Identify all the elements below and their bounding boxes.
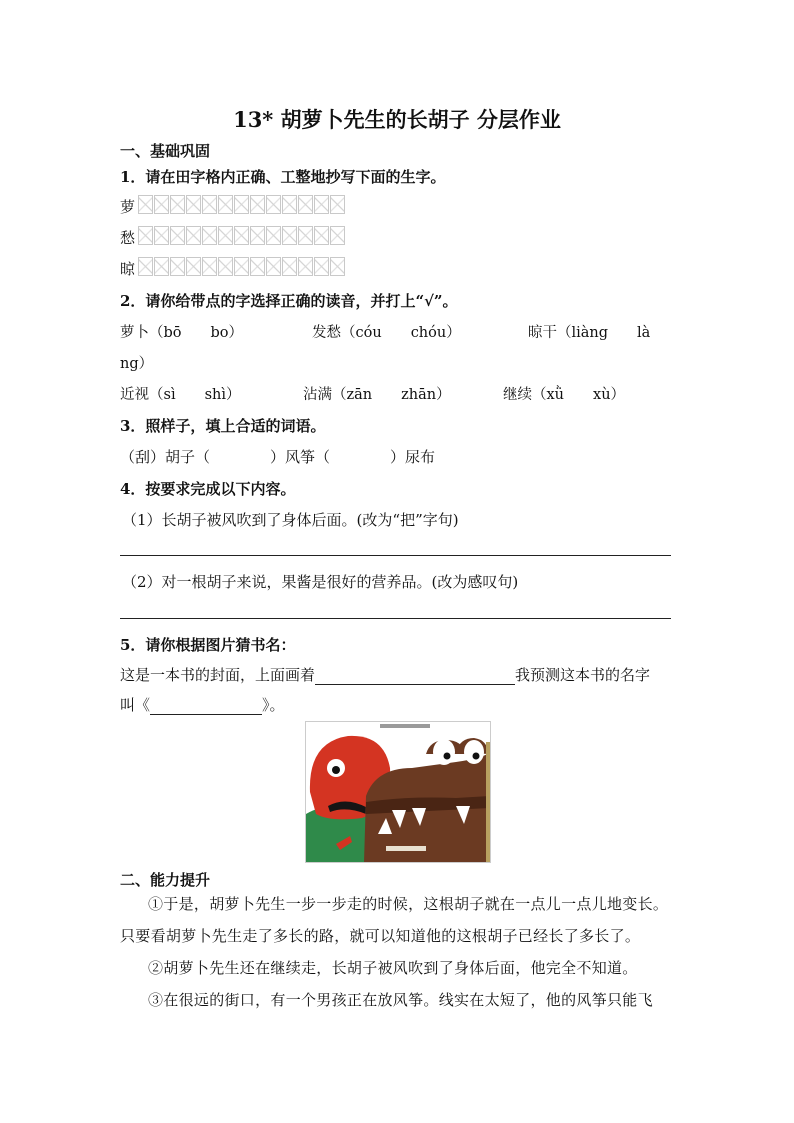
pinyin-option-luobo[interactable]: 萝卜（bō bo） <box>120 325 244 341</box>
section-heading-ability: 二、能力提升 <box>120 871 211 889</box>
question-2: 2．请你给带点的字选择正确的读音，并打上“√”。 <box>120 292 458 310</box>
pinyin-option-jinshi[interactable]: 近视（sì shì） <box>120 387 241 403</box>
q5-text-a: 这是一本书的封面，上面画着 <box>120 666 316 684</box>
char-chou: 愁 <box>120 229 136 247</box>
question-5: 5．请你根据图片猜书名： <box>120 636 296 654</box>
book-title-blank[interactable] <box>150 696 262 715</box>
word-example <box>120 446 435 467</box>
answer-line-2[interactable] <box>120 618 671 619</box>
q5-text-d: 》。 <box>262 696 285 714</box>
tianzige-row-1[interactable] <box>138 195 346 214</box>
book-cover-image <box>305 721 491 863</box>
book-cover-illustration <box>306 722 490 862</box>
answer-line-1[interactable] <box>120 555 671 556</box>
question-5-line-1 <box>120 664 650 685</box>
page-title: 13* 胡萝卜先生的长胡子 分层作业 <box>233 107 561 132</box>
question-4-sub2: （2）对一根胡子来说，果酱是很好的营养品。(改为感叹句) <box>122 573 519 591</box>
blank-diaper[interactable]: （ ）尿布 <box>315 448 436 466</box>
pinyin-option-lianggan[interactable]: 晾干（liàng là <box>528 325 651 341</box>
char-liang: 晾 <box>120 260 136 278</box>
example-word: （刮）胡子 <box>120 448 196 466</box>
pinyin-option-lianggan-wrap: ng） <box>120 356 154 372</box>
pinyin-option-jixu[interactable]: 继续（xǜ xù） <box>503 387 626 403</box>
question-1: 1．请在田字格内正确、工整地抄写下面的生字。 <box>120 168 446 186</box>
question-5-line-2 <box>120 694 285 715</box>
tianzige-row-2[interactable] <box>138 226 346 245</box>
question-4-sub1: （1）长胡子被风吹到了身体后面。(改为“把”字句) <box>122 511 459 529</box>
q5-text-c: 叫《 <box>120 696 151 714</box>
tianzige-row-3[interactable] <box>138 257 346 276</box>
question-3: 3．照样子，填上合适的词语。 <box>120 417 326 435</box>
cover-description-blank[interactable] <box>315 666 515 685</box>
pinyin-option-fachou[interactable]: 发愁（cóu chóu） <box>312 325 461 341</box>
section-heading-basic: 一、基础巩固 <box>120 142 211 160</box>
blank-kite[interactable]: （ ）风筝 <box>195 448 316 466</box>
question-4: 4．按要求完成以下内容。 <box>120 480 296 498</box>
passage-paragraph-3: ③在很远的街口，有一个男孩正在放风筝。线实在太短了，他的风筝只能飞 <box>148 991 653 1009</box>
passage-paragraph-1: ①于是，胡萝卜先生一步一步走的时候，这根胡子就在一点儿一点儿地变长。 <box>148 895 669 913</box>
pinyin-option-zhanman[interactable]: 沾满（zān zhān） <box>303 387 451 403</box>
passage-paragraph-1-cont: 只要看胡萝卜先生走了多长的路，就可以知道他的这根胡子已经长了多长了。 <box>120 927 641 945</box>
passage-paragraph-2: ②胡萝卜先生还在继续走，长胡子被风吹到了身体后面，他完全不知道。 <box>148 959 638 977</box>
q5-text-b: 我预测这本书的名字 <box>515 666 651 684</box>
char-luo: 萝 <box>120 198 136 216</box>
